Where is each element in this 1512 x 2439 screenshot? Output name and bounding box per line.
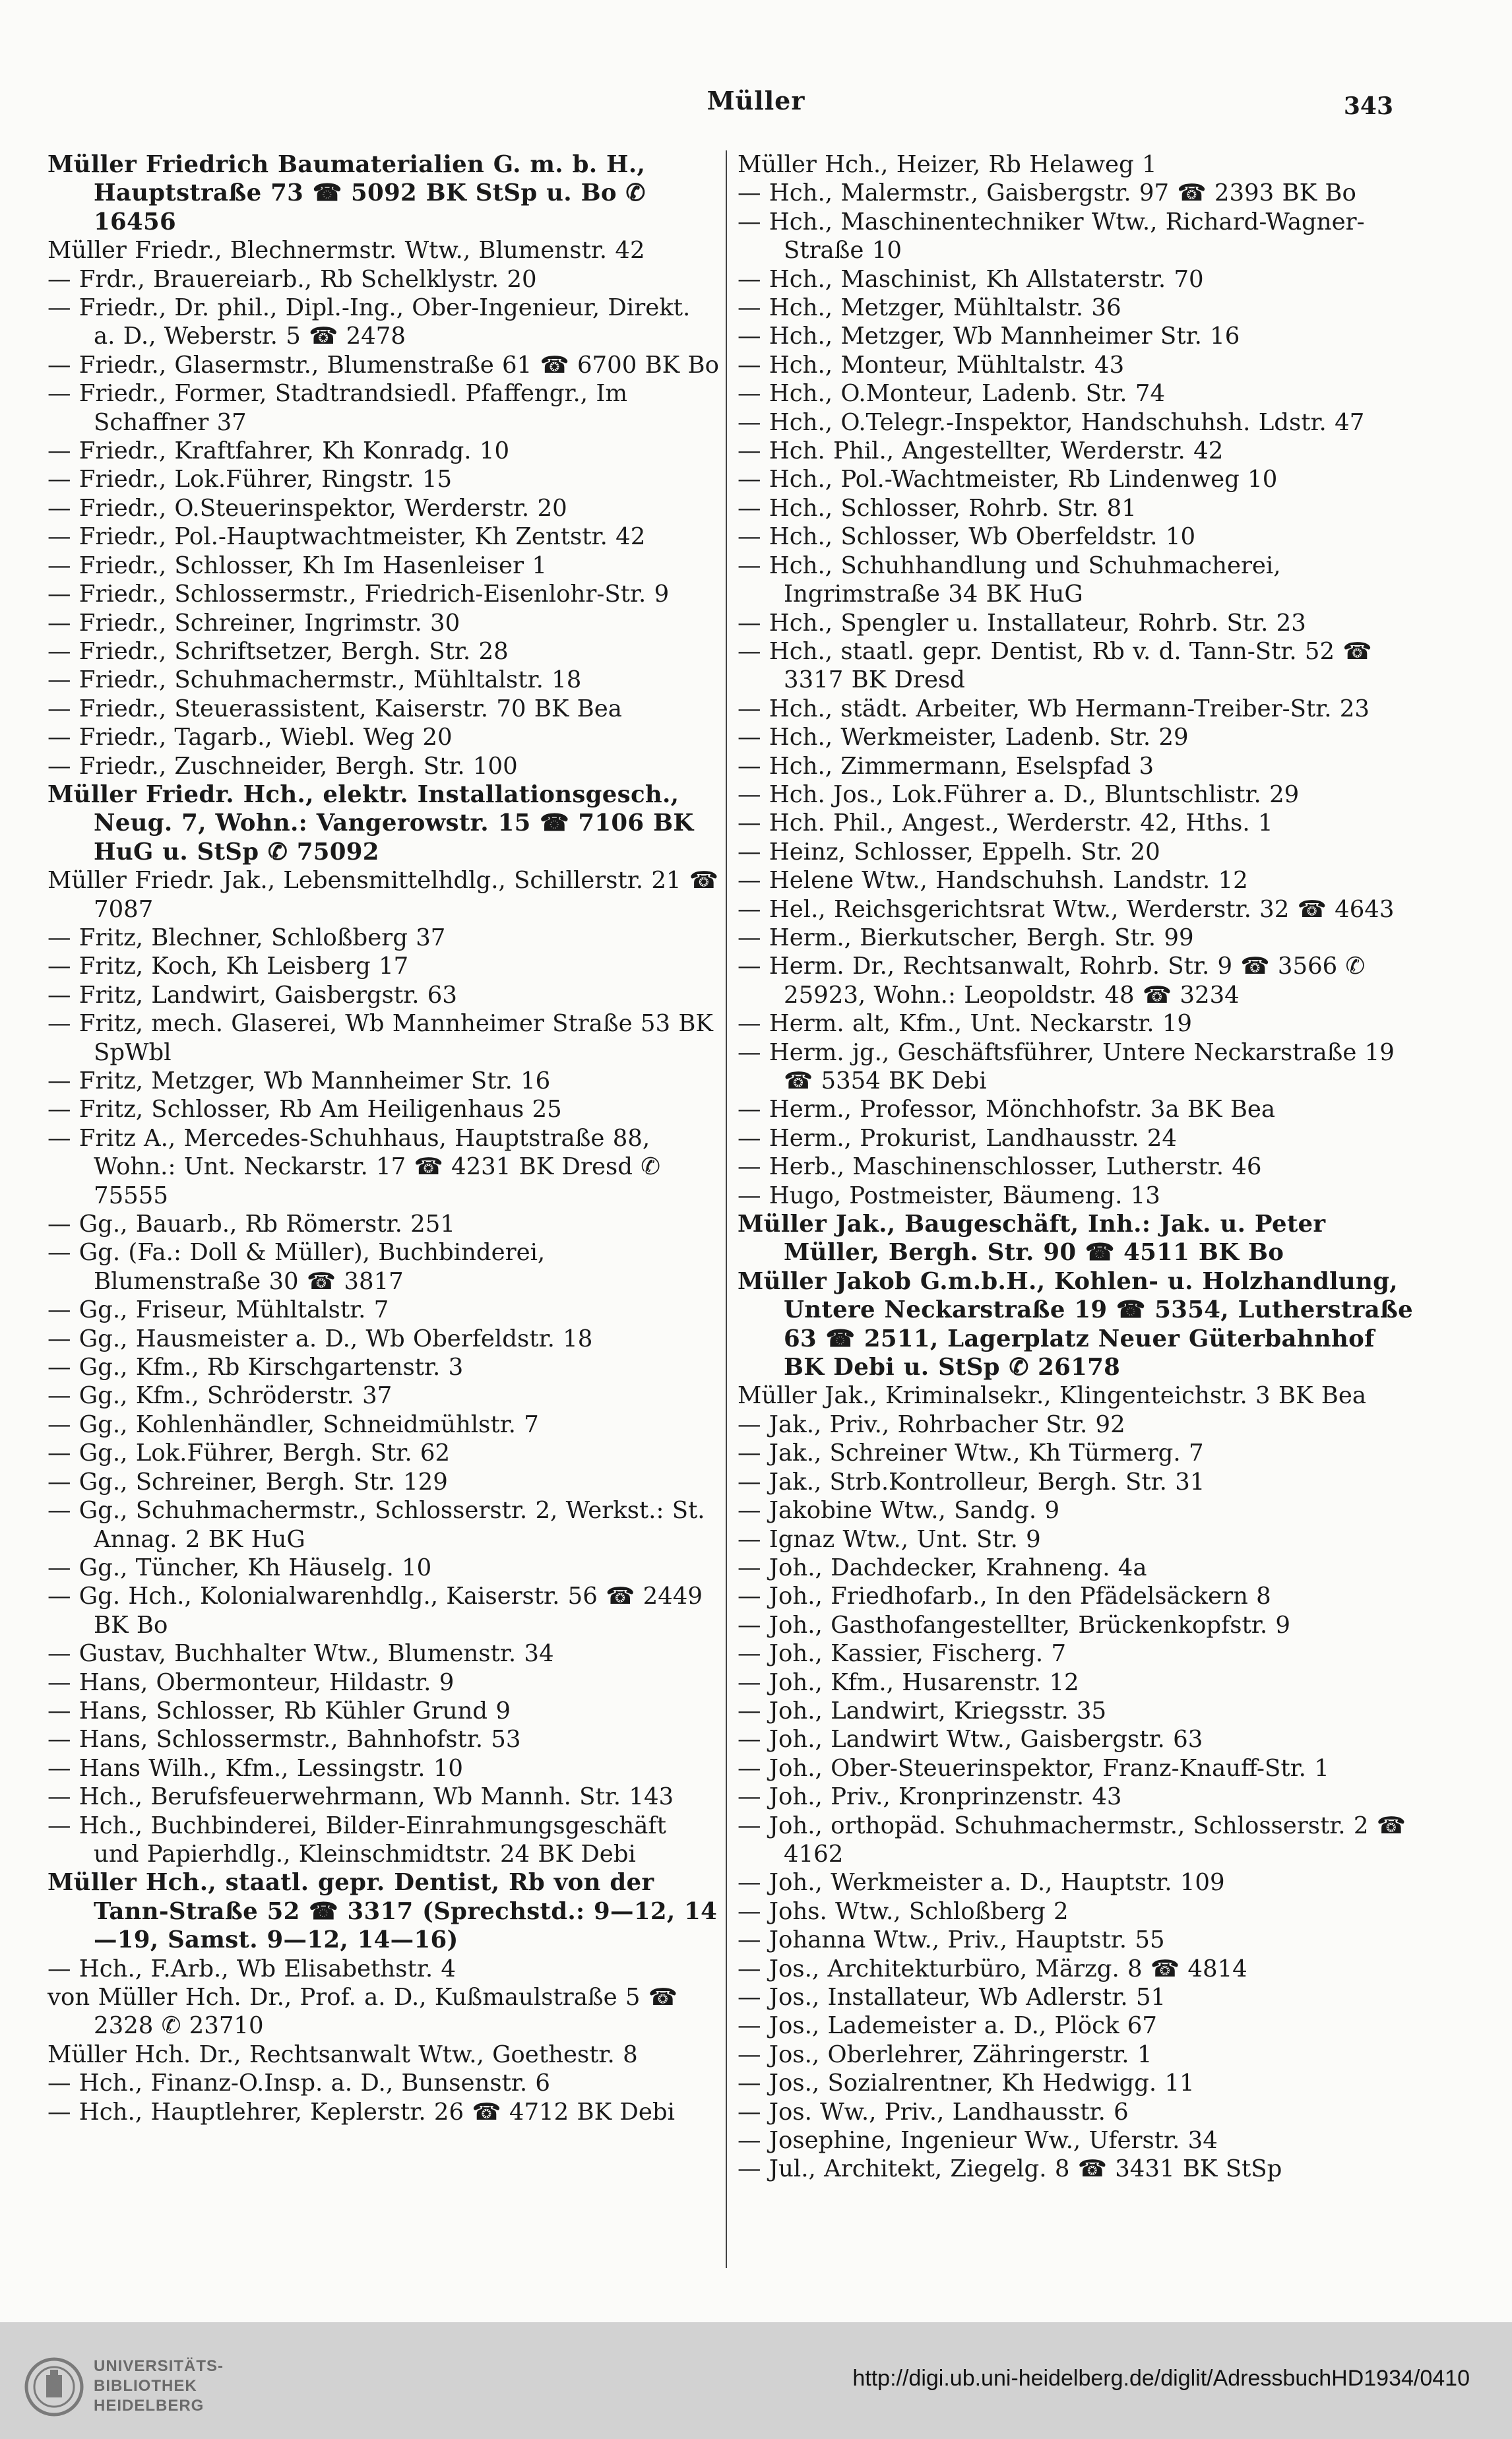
directory-entry: — Jak., Strb.Kontrolleur, Bergh. Str. 31 bbox=[738, 1468, 1205, 1496]
directory-entry: — Ignaz Wtw., Unt. Str. 9 bbox=[738, 1525, 1041, 1553]
university-seal-icon bbox=[24, 2357, 84, 2417]
directory-entry: — Hch. Phil., Angest., Werderstr. 42, Hths. 1 bbox=[738, 809, 1273, 837]
directory-entry: — Gg., Kohlenhändler, Schneidmühlstr. 7 bbox=[47, 1410, 539, 1438]
directory-entry: — Joh., Priv., Kronprinzenstr. 43 bbox=[738, 1783, 1122, 1811]
directory-entry: — Friedr., Lok.Führer, Ringstr. 15 bbox=[47, 466, 453, 493]
directory-entry: — Frdr., Brauereiarb., Rb Schelklystr. 20 bbox=[47, 265, 537, 293]
directory-entry: — Fritz, Koch, Kh Leisberg 17 bbox=[47, 953, 409, 980]
directory-entry: — Hch., O.Telegr.-Inspektor, Handschuhsh. Ldstr. 47 bbox=[738, 408, 1365, 436]
directory-entry: — Hch., Malermstr., Gaisbergstr. 97 ☎ 2393 BK Bo bbox=[738, 179, 1356, 207]
directory-entry: — Friedr., Zuschneider, Bergh. Str. 100 bbox=[47, 752, 518, 780]
directory-entry-heading: Müller Jak., Baugeschäft, Inh.: Jak. u. Peter Müller, Bergh. Str. 90 ☎ 4511 BK Bo bbox=[738, 1211, 1326, 1267]
directory-entry: — Jos., Oberlehrer, Zähringerstr. 1 bbox=[738, 2041, 1152, 2068]
directory-entry: — Joh., Dachdecker, Krahneng. 4a bbox=[738, 1554, 1147, 1581]
directory-entry: — Friedr., Tagarb., Wiebl. Weg 20 bbox=[47, 724, 453, 751]
directory-entry: — Gg. Hch., Kolonialwarenhdlg., Kaiserstr. 56 ☎ 2449 BK Bo bbox=[47, 1583, 703, 1639]
directory-entry: — Jak., Priv., Rohrbacher Str. 92 bbox=[738, 1410, 1125, 1438]
directory-entry: — Herm. alt, Kfm., Unt. Neckarstr. 19 bbox=[738, 1010, 1192, 1038]
directory-entry: — Hch., Metzger, Wb Mannheimer Str. 16 bbox=[738, 323, 1240, 350]
directory-entry: — Jos., Installateur, Wb Adlerstr. 51 bbox=[738, 1984, 1166, 2011]
directory-entry: — Jos., Architekturbüro, Märzg. 8 ☎ 4814 bbox=[738, 1955, 1247, 1982]
directory-entry: — Hch., Finanz-O.Insp. a. D., Bunsenstr. 6 bbox=[47, 2070, 551, 2097]
directory-entry: — Friedr., O.Steuerinspektor, Werderstr. 20 bbox=[47, 494, 567, 522]
directory-entry: — Helene Wtw., Handschuhsh. Landstr. 12 bbox=[738, 867, 1248, 895]
directory-entry: — Friedr., Glasermstr., Blumenstraße 61 ☎ 6700 BK Bo bbox=[47, 351, 719, 379]
directory-entry: — Friedr., Pol.-Hauptwachtmeister, Kh Zentstr. 42 bbox=[47, 523, 646, 551]
directory-entry: — Jos., Lademeister a. D., Plöck 67 bbox=[738, 2012, 1157, 2040]
directory-entry: — Fritz, Schlosser, Rb Am Heiligenhaus 25 bbox=[47, 1096, 562, 1124]
directory-entry: Müller Hch., Heizer, Rb Helaweg 1 bbox=[738, 151, 1157, 178]
directory-entry-heading: Müller Friedr. Hch., elektr. Installationsgesch., Neug. 7, Wohn.: Vangerowstr. 15 ☎ 7106 BK HuG u. StSp ✆ 75092 bbox=[47, 780, 694, 866]
directory-entry: — Joh., Gasthofangestellter, Brückenkopfstr. 9 bbox=[738, 1611, 1291, 1639]
directory-entry: — Joh., orthopäd. Schuhmachermstr., Schlosserstr. 2 ☎ 4162 bbox=[738, 1812, 1406, 1868]
directory-entry: — Joh., Landwirt, Kriegsstr. 35 bbox=[738, 1697, 1107, 1725]
directory-entry-heading: Müller Jakob G.m.b.H., Kohlen- u. Holzhandlung, Untere Neckarstraße 19 ☎ 5354, Lutherstraße 63 ☎ 2511, Lagerplatz Neuer Güterbahnhof BK Debi u. StSp ✆ 26178 bbox=[738, 1267, 1414, 1381]
directory-entry: — Hch., Pol.-Wachtmeister, Rb Lindenweg 10 bbox=[738, 466, 1278, 493]
directory-entry: — Hch., Monteur, Mühltalstr. 43 bbox=[738, 351, 1125, 379]
directory-entry: — Hans, Schlossermstr., Bahnhofstr. 53 bbox=[47, 1726, 521, 1754]
directory-entry: — Gg., Hausmeister a. D., Wb Oberfeldstr. 18 bbox=[47, 1325, 593, 1352]
library-name-line: BIBLIOTHEK bbox=[94, 2377, 197, 2395]
directory-entry: — Gg., Kfm., Schröderstr. 37 bbox=[47, 1382, 393, 1410]
directory-entry: — Hch., Zimmermann, Eselspfad 3 bbox=[738, 752, 1154, 780]
directory-entry: — Jul., Architekt, Ziegelg. 8 ☎ 3431 BK StSp bbox=[738, 2155, 1282, 2183]
directory-entry: — Gg., Schreiner, Bergh. Str. 129 bbox=[47, 1468, 448, 1496]
directory-entry: — Herm., Prokurist, Landhausstr. 24 bbox=[738, 1124, 1177, 1152]
directory-entry: Müller Friedr. Jak., Lebensmittelhdlg., Schillerstr. 21 ☎ 7087 bbox=[47, 867, 719, 923]
directory-entry: — Hch., Berufsfeuerwehrmann, Wb Mannh. Str. 143 bbox=[47, 1783, 674, 1811]
page-header bbox=[0, 86, 1512, 125]
directory-entry: — Friedr., Schlosser, Kh Im Hasenleiser 1 bbox=[47, 552, 547, 579]
directory-entry: — Hch., Schlosser, Wb Oberfeldstr. 10 bbox=[738, 523, 1196, 551]
directory-entry: — Joh., Ober-Steuerinspektor, Franz-Knauff-Str. 1 bbox=[738, 1754, 1329, 1782]
directory-entry: — Fritz, mech. Glaserei, Wb Mannheimer Straße 53 BK SpWbl bbox=[47, 1010, 713, 1066]
directory-entry-heading: Müller Friedrich Baumaterialien G. m. b. H., Hauptstraße 73 ☎ 5092 BK StSp u. Bo ✆ 16456 bbox=[47, 151, 646, 236]
directory-entry: — Joh., Werkmeister a. D., Hauptstr. 109 bbox=[738, 1869, 1225, 1897]
column-divider bbox=[726, 150, 727, 2268]
directory-entry: — Joh., Kassier, Fischerg. 7 bbox=[738, 1640, 1067, 1668]
directory-entry: — Gg., Schuhmachermstr., Schlosserstr. 2, Werkst.: St. Annag. 2 BK HuG bbox=[47, 1497, 705, 1553]
directory-entry: — Herb., Maschinenschlosser, Lutherstr. 46 bbox=[738, 1153, 1262, 1181]
directory-entry: — Hch., O.Monteur, Ladenb. Str. 74 bbox=[738, 380, 1166, 408]
directory-entry: — Hch., Schlosser, Rohrb. Str. 81 bbox=[738, 494, 1137, 522]
directory-entry: — Hch., Buchbinderei, Bilder-Einrahmungsgeschäft und Papierhdlg., Kleinschmidtstr. 24 BK Debi bbox=[47, 1812, 666, 1868]
directory-entry: — Hch. Phil., Angestellter, Werderstr. 42 bbox=[738, 437, 1224, 465]
directory-entry: — Hch., Spengler u. Installateur, Rohrb. Str. 23 bbox=[738, 609, 1306, 637]
directory-entry: — Friedr., Former, Stadtrandsiedl. Pfaffengr., Im Schaffner 37 bbox=[47, 380, 628, 436]
directory-entry: — Herm. Dr., Rechtsanwalt, Rohrb. Str. 9 ☎ 3566 ✆ 25923, Wohn.: Leopoldstr. 48 ☎ 3234 bbox=[738, 953, 1366, 1009]
directory-entry: — Joh., Landwirt Wtw., Gaisbergstr. 63 bbox=[738, 1726, 1203, 1754]
directory-entry: — Hch., Maschinist, Kh Allstaterstr. 70 bbox=[738, 265, 1204, 293]
directory-entry: — Hans, Obermonteur, Hildastr. 9 bbox=[47, 1668, 455, 1696]
running-title: Müller bbox=[707, 86, 805, 115]
directory-entry: — Hch., Werkmeister, Ladenb. Str. 29 bbox=[738, 724, 1189, 751]
directory-entry: — Hch., F.Arb., Wb Elisabethstr. 4 bbox=[47, 1955, 456, 1982]
page-number: 343 bbox=[1343, 92, 1393, 120]
directory-entry: — Johs. Wtw., Schloßberg 2 bbox=[738, 1897, 1069, 1925]
directory-entry: — Johanna Wtw., Priv., Hauptstr. 55 bbox=[738, 1926, 1165, 1954]
directory-entry: Müller Hch. Dr., Rechtsanwalt Wtw., Goethestr. 8 bbox=[47, 2041, 638, 2068]
directory-entry: — Fritz A., Mercedes-Schuhhaus, Hauptstraße 88, Wohn.: Unt. Neckarstr. 17 ☎ 4231 BK Dresd ✆ 75555 bbox=[47, 1124, 660, 1209]
directory-entry: — Jos., Sozialrentner, Kh Hedwigg. 11 bbox=[738, 2070, 1195, 2097]
directory-entry: — Hans, Schlosser, Rb Kühler Grund 9 bbox=[47, 1697, 511, 1725]
directory-entry: — Gg., Lok.Führer, Bergh. Str. 62 bbox=[47, 1440, 451, 1467]
library-name-line: UNIVERSITÄTS- bbox=[94, 2357, 224, 2375]
directory-entry-heading: Müller Hch., staatl. gepr. Dentist, Rb von der Tann-Straße 52 ☎ 3317 (Sprechstd.: 9—12, 14—19, Samst. 9—12, 14—16) bbox=[47, 1869, 718, 1954]
directory-entry: — Gg., Bauarb., Rb Römerstr. 251 bbox=[47, 1211, 455, 1238]
viewer-footer bbox=[0, 2322, 1512, 2439]
directory-entry: — Fritz, Landwirt, Gaisbergstr. 63 bbox=[47, 981, 457, 1009]
directory-entry: — Friedr., Steuerassistent, Kaiserstr. 70 BK Bea bbox=[47, 695, 622, 722]
permalink-url[interactable]: http://digi.ub.uni-heidelberg.de/diglit/AdressbuchHD1934/0410 bbox=[852, 2366, 1470, 2391]
directory-entry: — Friedr., Schreiner, Ingrimstr. 30 bbox=[47, 609, 460, 637]
directory-entry: — Josephine, Ingenieur Ww., Uferstr. 34 bbox=[738, 2127, 1218, 2155]
directory-entry: — Hch., Hauptlehrer, Keplerstr. 26 ☎ 4712 BK Debi bbox=[47, 2098, 675, 2126]
directory-entry: — Heinz, Schlosser, Eppelh. Str. 20 bbox=[738, 838, 1160, 866]
directory-entry: — Hch., Metzger, Mühltalstr. 36 bbox=[738, 294, 1121, 322]
directory-entry: — Hch., staatl. gepr. Dentist, Rb v. d. Tann-Str. 52 ☎ 3317 BK Dresd bbox=[738, 637, 1372, 694]
directory-entry: — Joh., Kfm., Husarenstr. 12 bbox=[738, 1668, 1079, 1696]
directory-entry: — Hugo, Postmeister, Bäumeng. 13 bbox=[738, 1182, 1160, 1209]
directory-entry: — Gustav, Buchhalter Wtw., Blumenstr. 34 bbox=[47, 1640, 554, 1668]
directory-entry: Müller Jak., Kriminalsekr., Klingenteichstr. 3 BK Bea bbox=[738, 1382, 1367, 1410]
library-name bbox=[94, 2357, 224, 2416]
directory-entry: — Gg. (Fa.: Doll & Müller), Buchbinderei, Blumenstraße 30 ☎ 3817 bbox=[47, 1239, 546, 1295]
library-name-line: HEIDELBERG bbox=[94, 2397, 205, 2415]
directory-entry: — Hel., Reichsgerichtsrat Wtw., Werderstr. 32 ☎ 4643 bbox=[738, 895, 1395, 923]
directory-entry: — Gg., Tüncher, Kh Häuselg. 10 bbox=[47, 1554, 432, 1581]
directory-entry: — Gg., Friseur, Mühltalstr. 7 bbox=[47, 1296, 389, 1324]
directory-entry: — Friedr., Schlossermstr., Friedrich-Eisenlohr-Str. 9 bbox=[47, 581, 670, 608]
directory-entry: — Hch. Jos., Lok.Führer a. D., Bluntschlistr. 29 bbox=[738, 780, 1300, 808]
left-column bbox=[47, 150, 719, 2126]
directory-entry: — Friedr., Dr. phil., Dipl.-Ing., Ober-Ingenieur, Direkt. a. D., Weberstr. 5 ☎ 2478 bbox=[47, 294, 691, 350]
directory-entry: von Müller Hch. Dr., Prof. a. D., Kußmaulstraße 5 ☎ 2328 ✆ 23710 bbox=[47, 1984, 677, 2040]
directory-entry: — Hch., Maschinentechniker Wtw., Richard-Wagner-Straße 10 bbox=[738, 208, 1365, 265]
directory-entry: Müller Friedr., Blechnermstr. Wtw., Blumenstr. 42 bbox=[47, 237, 645, 265]
directory-entry: — Gg., Kfm., Rb Kirschgartenstr. 3 bbox=[47, 1354, 464, 1381]
directory-entry: — Friedr., Schriftsetzer, Bergh. Str. 28 bbox=[47, 637, 509, 665]
directory-entry: — Hch., Schuhhandlung und Schuhmacherei, Ingrimstraße 34 BK HuG bbox=[738, 552, 1281, 608]
directory-entry: — Herm. jg., Geschäftsführer, Untere Neckarstraße 19 ☎ 5354 BK Debi bbox=[738, 1038, 1395, 1094]
directory-entry: — Herm., Professor, Mönchhofstr. 3a BK Bea bbox=[738, 1096, 1276, 1124]
directory-entry: — Hans Wilh., Kfm., Lessingstr. 10 bbox=[47, 1754, 463, 1782]
directory-entry: — Joh., Friedhofarb., In den Pfädelsäckern 8 bbox=[738, 1583, 1271, 1610]
directory-entry: — Hch., städt. Arbeiter, Wb Hermann-Treiber-Str. 23 bbox=[738, 695, 1370, 722]
directory-entry: — Friedr., Kraftfahrer, Kh Konradg. 10 bbox=[47, 437, 510, 465]
directory-entry: — Jakobine Wtw., Sandg. 9 bbox=[738, 1497, 1060, 1525]
directory-entry: — Jak., Schreiner Wtw., Kh Türmerg. 7 bbox=[738, 1440, 1204, 1467]
directory-entry: — Fritz, Metzger, Wb Mannheimer Str. 16 bbox=[47, 1067, 551, 1094]
directory-entry: — Jos. Ww., Priv., Landhausstr. 6 bbox=[738, 2098, 1129, 2126]
directory-entry: — Herm., Bierkutscher, Bergh. Str. 99 bbox=[738, 924, 1194, 951]
directory-entry: — Friedr., Schuhmachermstr., Mühltalstr. 18 bbox=[47, 666, 582, 694]
right-column bbox=[738, 150, 1424, 2184]
directory-entry: — Fritz, Blechner, Schloßberg 37 bbox=[47, 924, 446, 951]
